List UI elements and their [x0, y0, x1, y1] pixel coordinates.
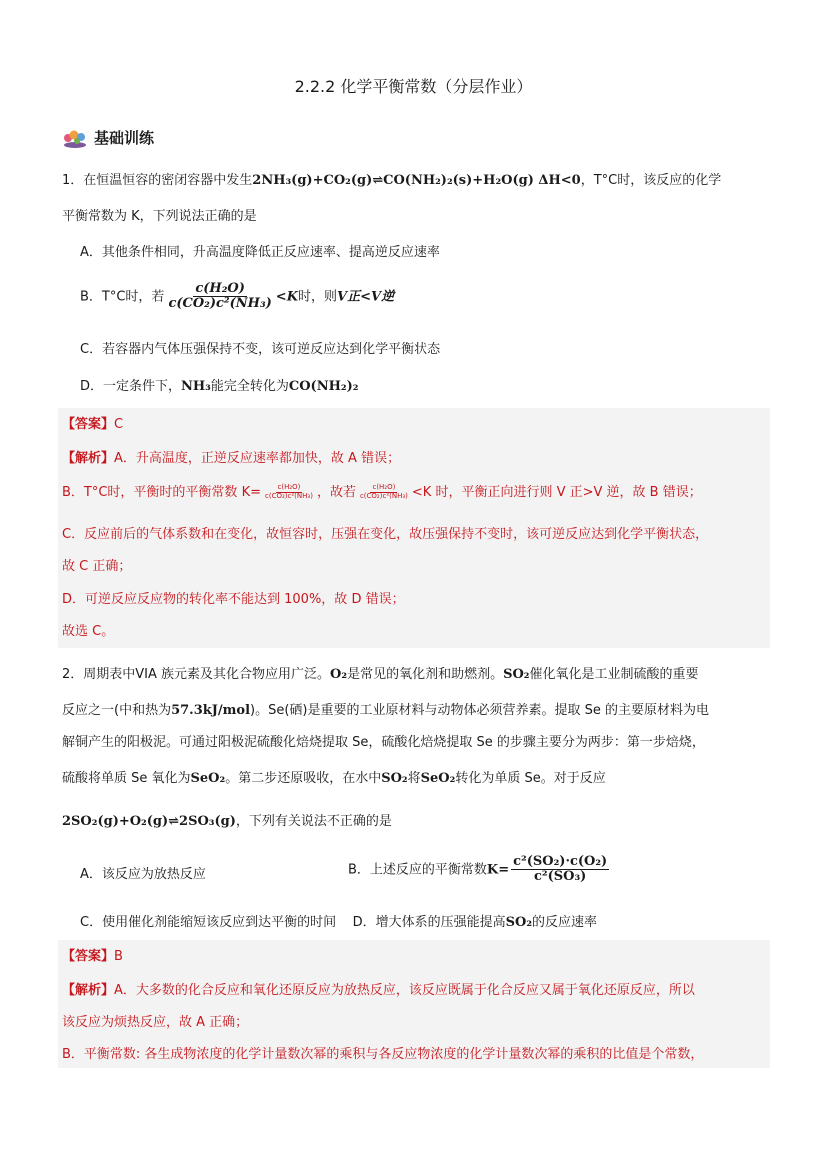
- section-title: 基础训练: [94, 128, 155, 147]
- a2-analysis-line2: 该反应为烦热反应，故 A 正确；: [62, 1015, 249, 1030]
- q1-option-a: A．其他条件相同，升高温度降低正反应速率、提高逆反应速率: [80, 245, 440, 260]
- a1-analysis-line4: 故 C 正确；: [62, 559, 132, 574]
- q2-stem-line4: 硫酸将单质 Se 氧化为SeO₂。第二步还原吸收，在水中SO₂将SeO₂转化为单质 Se。对于反应: [62, 771, 606, 786]
- section-heading: [62, 126, 154, 148]
- page-title: 2.2.2 化学平衡常数（分层作业）: [294, 77, 533, 96]
- q1-stem-line1: 1．在恒温恒容的密闭容器中发生2NH₃(g)+CO₂(g)⇌CO(NH₂)₂(s)+H₂O(g) ΔH<0，T°C时，该反应的化学: [62, 173, 722, 188]
- q1-option-c: C．若容器内气体压强保持不变，该可逆反应达到化学平衡状态: [80, 342, 441, 357]
- a1-analysis-line2: B．T°C时，平衡时的平衡常数 K= $\frac{\text{c(H₂O)}}{\text{c(CO₂)c²(NH₃)}}$ ，故若 $\frac{\text{c(H₂O)}}{\text{c(CO₂)c²(NH₃)}}$ <K 时，平衡正向进行则 V 正>V 逆，故 B 错误；: [62, 483, 702, 500]
- q2-option-c: C．使用催化剂能缩短该反应到达平衡的时间 D．增大体系的压强能提高SO₂的反应速率: [80, 915, 598, 930]
- q2-equation: 2SO₂(g)+O₂(g)⇌2SO₃(g): [62, 814, 236, 829]
- q2-stem-line3: 解铜产生的阳极泥。可通过阳极泥硫酸化焙烧提取 Se，硫酸化焙烧提取 Se 的步骤主要分为两步：第一步焙烧，: [62, 735, 705, 750]
- q2-option-b: B．上述反应的平衡常数K= $\frac{\text{c²(SO₂)·c(O₂)}}{\text{c²(SO₃)}}$: [348, 854, 608, 885]
- a1-analysis-line1: 【解析】A．升高温度，正逆反应速率都加快，故 A 错误；: [62, 451, 401, 466]
- a2-analysis-line1: 【解析】A．大多数的化合反应和氧化还原反应为放热反应，该反应既属于化合反应又属于氧化还原反应，所以: [62, 983, 695, 998]
- q1-option-b: B．T°C时，若 $\frac{\text{c(H₂O)}}{\text{c(CO₂)c²(NH₃)}}$ <K时，则V正<V逆: [80, 281, 395, 312]
- a2-answer: 【答案】B: [62, 949, 123, 964]
- q1-equation: 2NH₃(g)+CO₂(g)⇌CO(NH₂)₂(s)+H₂O(g) ΔH<0: [252, 173, 581, 188]
- a1-analysis-line3: C．反应前后的气体系数和在变化，故恒容时，压强在变化，故压强保持不变时，该可逆反应达到化学平衡状态，: [62, 527, 709, 542]
- q2-stem-line2: 反应之一(中和热为57.3kJ/mol)。Se(硒)是重要的工业原材料与动物体必须营养素。提取 Se 的主要原材料为电: [62, 703, 709, 718]
- q1-stem-line2: 平衡常数为 K，下列说法正确的是: [62, 209, 257, 224]
- flower-icon: [62, 126, 88, 148]
- a1-analysis-line6: 故选 C。: [62, 624, 115, 639]
- a1-answer: 【答案】C: [62, 417, 124, 432]
- q1-option-d: D．一定条件下，NH₃能完全转化为CO(NH₂)₂: [80, 379, 359, 394]
- q2-stem-line5: 2SO₂(g)+O₂(g)⇌2SO₃(g)，下列有关说法不正确的是: [62, 814, 392, 829]
- a2-analysis-line3: B．平衡常数: 各生成物浓度的化学计量数次幂的乘积与各反应物浓度的化学计量数次幂的乘积的比值是个常数，: [62, 1047, 704, 1062]
- q2-option-d: D．增大体系的压强能提高SO₂的反应速率: [352, 915, 598, 930]
- a1-analysis-line5: D．可逆反应反应物的转化率不能达到 100%，故 D 错误；: [62, 592, 405, 607]
- q2-option-a: A．该反应为放热反应: [80, 867, 206, 882]
- q2-stem-line1: 2．周期表中VIA 族元素及其化合物应用广泛。O₂是常见的氧化剂和助燃剂。SO₂催化氧化是工业制硫酸的重要: [62, 667, 699, 682]
